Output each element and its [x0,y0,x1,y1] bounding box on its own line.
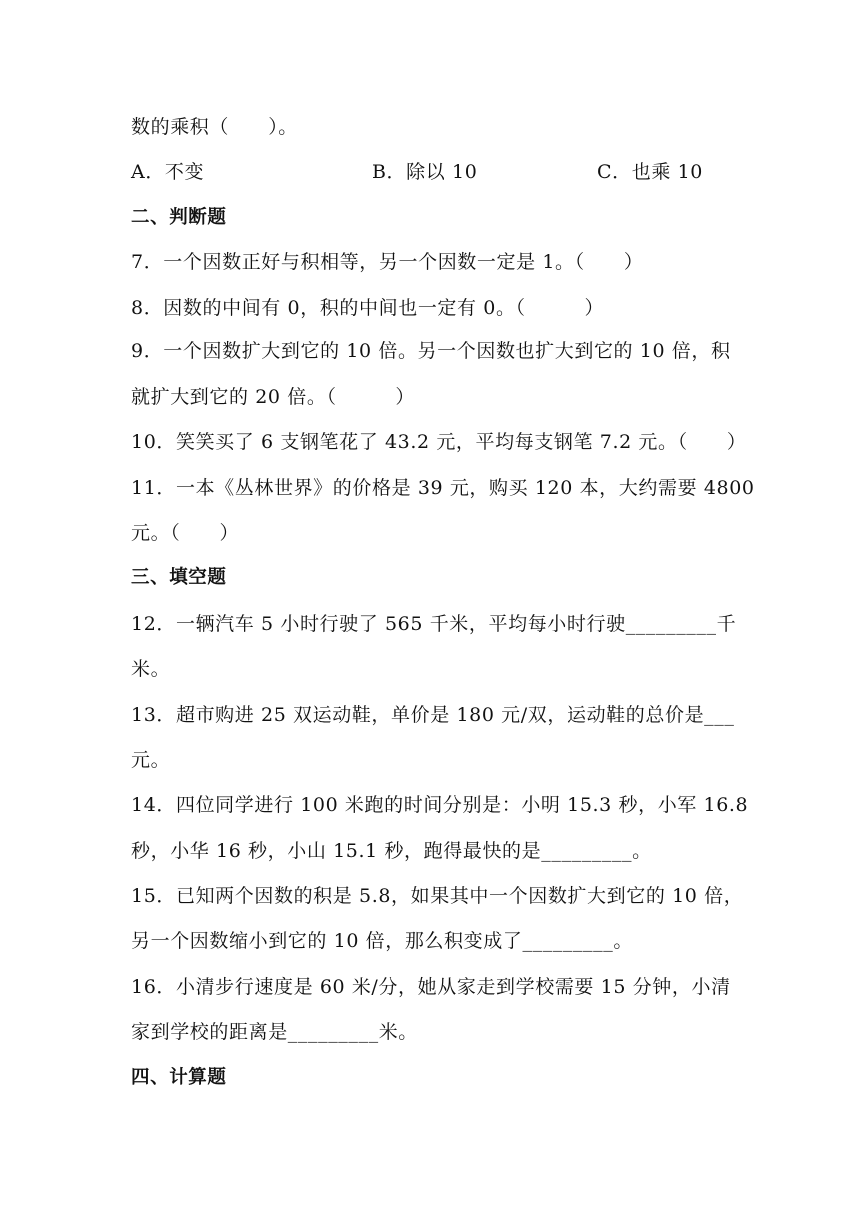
section-heading-calculation: 四、计算题 [131,1067,227,1088]
section-heading-true-false: 二、判断题 [131,207,227,228]
option-c: C．也乘 10 [597,161,703,183]
question-6-tail: 数的乘积（ ）。 [131,116,298,138]
question-15-line-2: 另一个因数缩小到它的 10 倍，那么积变成了_________。 [131,930,633,952]
question-8: 8．因数的中间有 0，积的中间也一定有 0。（ ） [131,297,605,319]
question-12-line-1: 12．一辆汽车 5 小时行驶了 565 千米，平均每小时行驶_________千 [131,613,737,635]
question-9-line-1: 9．一个因数扩大到它的 10 倍。另一个因数也扩大到它的 10 倍，积 [131,340,731,362]
section-heading-fill-blank: 三、填空题 [131,567,227,588]
option-a: A．不变 [131,161,205,183]
question-14-line-2: 秒，小华 16 秒，小山 15.1 秒，跑得最快的是_________。 [131,840,652,862]
question-16-line-1: 16．小清步行速度是 60 米/分，她从家走到学校需要 15 分钟，小清 [131,976,731,998]
question-10: 10．笑笑买了 6 支钢笔花了 43.2 元，平均每支钢笔 7.2 元。（ ） [131,431,747,453]
question-13-line-2: 元。 [131,749,171,771]
question-14-line-1: 14．四位同学进行 100 米跑的时间分别是：小明 15.3 秒，小军 16.8 [131,794,749,816]
question-11-line-1: 11．一本《丛林世界》的价格是 39 元，购买 120 本，大约需要 4800 [131,477,755,499]
question-9-line-2: 就扩大到它的 20 倍。（ ） [131,386,415,408]
question-16-line-2: 家到学校的距离是_________米。 [131,1021,418,1043]
question-15-line-1: 15．已知两个因数的积是 5.8，如果其中一个因数扩大到它的 10 倍， [131,885,744,907]
question-12-line-2: 米。 [131,658,171,680]
question-11-line-2: 元。（ ） [131,522,240,544]
question-13-line-1: 13．超市购进 25 双运动鞋，单价是 180 元/双，运动鞋的总价是___ [131,704,735,726]
option-b: B．除以 10 [372,161,478,183]
question-7: 7．一个因数正好与积相等，另一个因数一定是 1。（ ） [131,251,644,273]
